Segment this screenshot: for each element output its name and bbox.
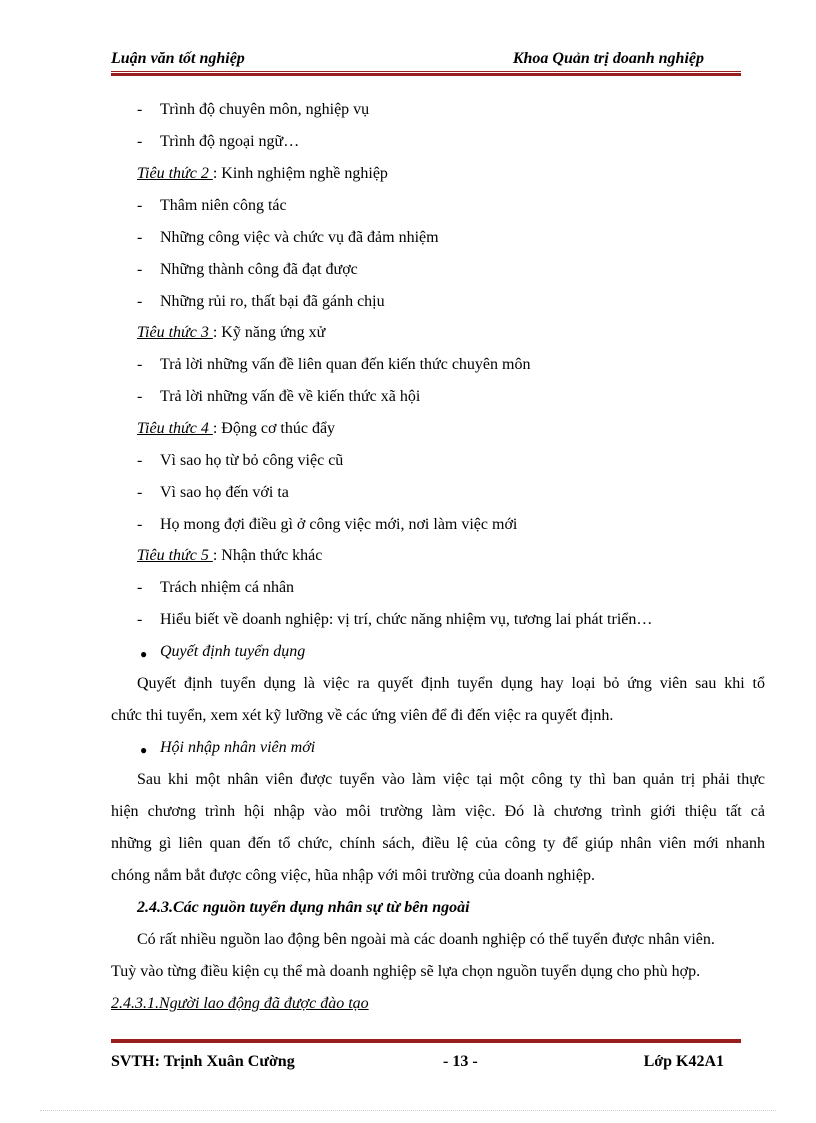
bullet: ● — [140, 647, 148, 661]
subsection-heading: 2.4.3.1.Người lao động đã được đào tạo — [111, 995, 369, 1012]
paragraph-line: chóng nắm bắt được công việc, hũa nhập với môi trường của doanh nghiệp. — [111, 867, 595, 884]
header-left: Luận văn tốt nghiệp — [111, 50, 245, 67]
criterion-label: Tiêu thức 3 — [137, 324, 213, 341]
criterion-5 — [137, 547, 322, 565]
paragraph-line: Tuỳ vào từng điều kiện cụ thể mà doanh nghiệp sẽ lựa chọn nguồn tuyển dụng cho phù hợp. — [111, 963, 701, 980]
paragraph-line: Có rất nhiều nguồn lao động bên ngoài mà các doanh nghiệp có thể tuyển được nhân viên. — [137, 931, 715, 948]
list-item: Những công việc và chức vụ đã đảm nhiệm — [160, 229, 439, 246]
page-number: - 13 - — [443, 1053, 478, 1070]
list-item: Những thành công đã đạt được — [160, 261, 358, 278]
list-item: Vì sao họ đến với ta — [160, 484, 289, 501]
header-right: Khoa Quản trị doanh nghiệp — [512, 50, 704, 67]
list-item: Trách nhiệm cá nhân — [160, 579, 295, 596]
criterion-text: : Kinh nghiệm nghề nghiệp — [212, 165, 388, 182]
dash: - — [137, 293, 143, 310]
list-item: Thâm niên công tác — [160, 197, 287, 214]
paragraph-line: chức thi tuyển, xem xét kỹ lưỡng về các ứng viên để đi đến việc ra quyết định. — [111, 707, 614, 724]
paragraph-line: những gì liên quan đến tổ chức, chính sách, điều lệ của công ty để giúp nhân viên mới nhanh — [111, 835, 765, 852]
dash: - — [137, 356, 143, 373]
bullet-heading: Quyết định tuyển dụng — [160, 643, 306, 660]
criterion-text: : Động cơ thúc đẩy — [212, 420, 336, 437]
criterion-label: Tiêu thức 2 — [137, 165, 213, 182]
paragraph-line: Sau khi một nhân viên được tuyển vào làm việc tại một công ty thì ban quản trị phải thực — [137, 771, 765, 788]
paragraph-line: Quyết định tuyển dụng là việc ra quyết định tuyển dụng hay loại bỏ ứng viên sau khi tổ — [137, 675, 765, 692]
list-item: Vì sao họ từ bỏ công việc cũ — [160, 452, 344, 469]
header-rule — [111, 71, 741, 76]
criterion-label: Tiêu thức 5 — [137, 547, 213, 564]
dash: - — [137, 388, 143, 405]
dash: - — [137, 579, 143, 596]
bullet: ● — [140, 743, 148, 757]
list-item: Hiểu biết về doanh nghiệp: vị trí, chức năng nhiệm vụ, tương lai phát triển… — [160, 611, 653, 628]
bullet-heading: Hội nhập nhân viên mới — [160, 739, 316, 756]
footer-rule — [111, 1038, 741, 1043]
criterion-text: : Nhận thức khác — [212, 547, 323, 564]
list-item: Trả lời những vấn đề liên quan đến kiến thức chuyên môn — [160, 356, 531, 373]
dash: - — [137, 261, 143, 278]
criterion-3 — [137, 324, 325, 342]
list-item: Trả lời những vấn đề về kiến thức xã hội — [160, 388, 421, 405]
paragraph-line: hiện chương trình hội nhập vào môi trường làm việc. Đó là chương trình giới thiệu tất cả — [111, 803, 765, 820]
criterion-label: Tiêu thức 4 — [137, 420, 213, 437]
footer-right: Lớp K42A1 — [643, 1053, 724, 1070]
list-item: Những rủi ro, thất bại đã gánh chịu — [160, 293, 385, 310]
footer-left: SVTH: Trịnh Xuân Cường — [111, 1053, 295, 1070]
criterion-text: : Kỹ năng ứng xử — [212, 324, 326, 341]
dash: - — [137, 516, 143, 533]
dash: - — [137, 133, 143, 150]
dash: - — [137, 611, 143, 628]
list-item: Họ mong đợi điều gì ở công việc mới, nơi làm việc mới — [160, 516, 518, 533]
dash: - — [137, 101, 143, 118]
list-item: Trình độ chuyên môn, nghiệp vụ — [160, 101, 370, 118]
dash: - — [137, 484, 143, 501]
list-item: Trình độ ngoại ngữ… — [160, 133, 300, 150]
dash: - — [137, 229, 143, 246]
dash: - — [137, 197, 143, 214]
dash: - — [137, 452, 143, 469]
criterion-2 — [137, 165, 388, 183]
page-edge-divider — [40, 1110, 776, 1111]
section-heading: 2.4.3.Các nguồn tuyển dụng nhân sự từ bên ngoài — [137, 899, 470, 916]
criterion-4 — [137, 420, 335, 438]
